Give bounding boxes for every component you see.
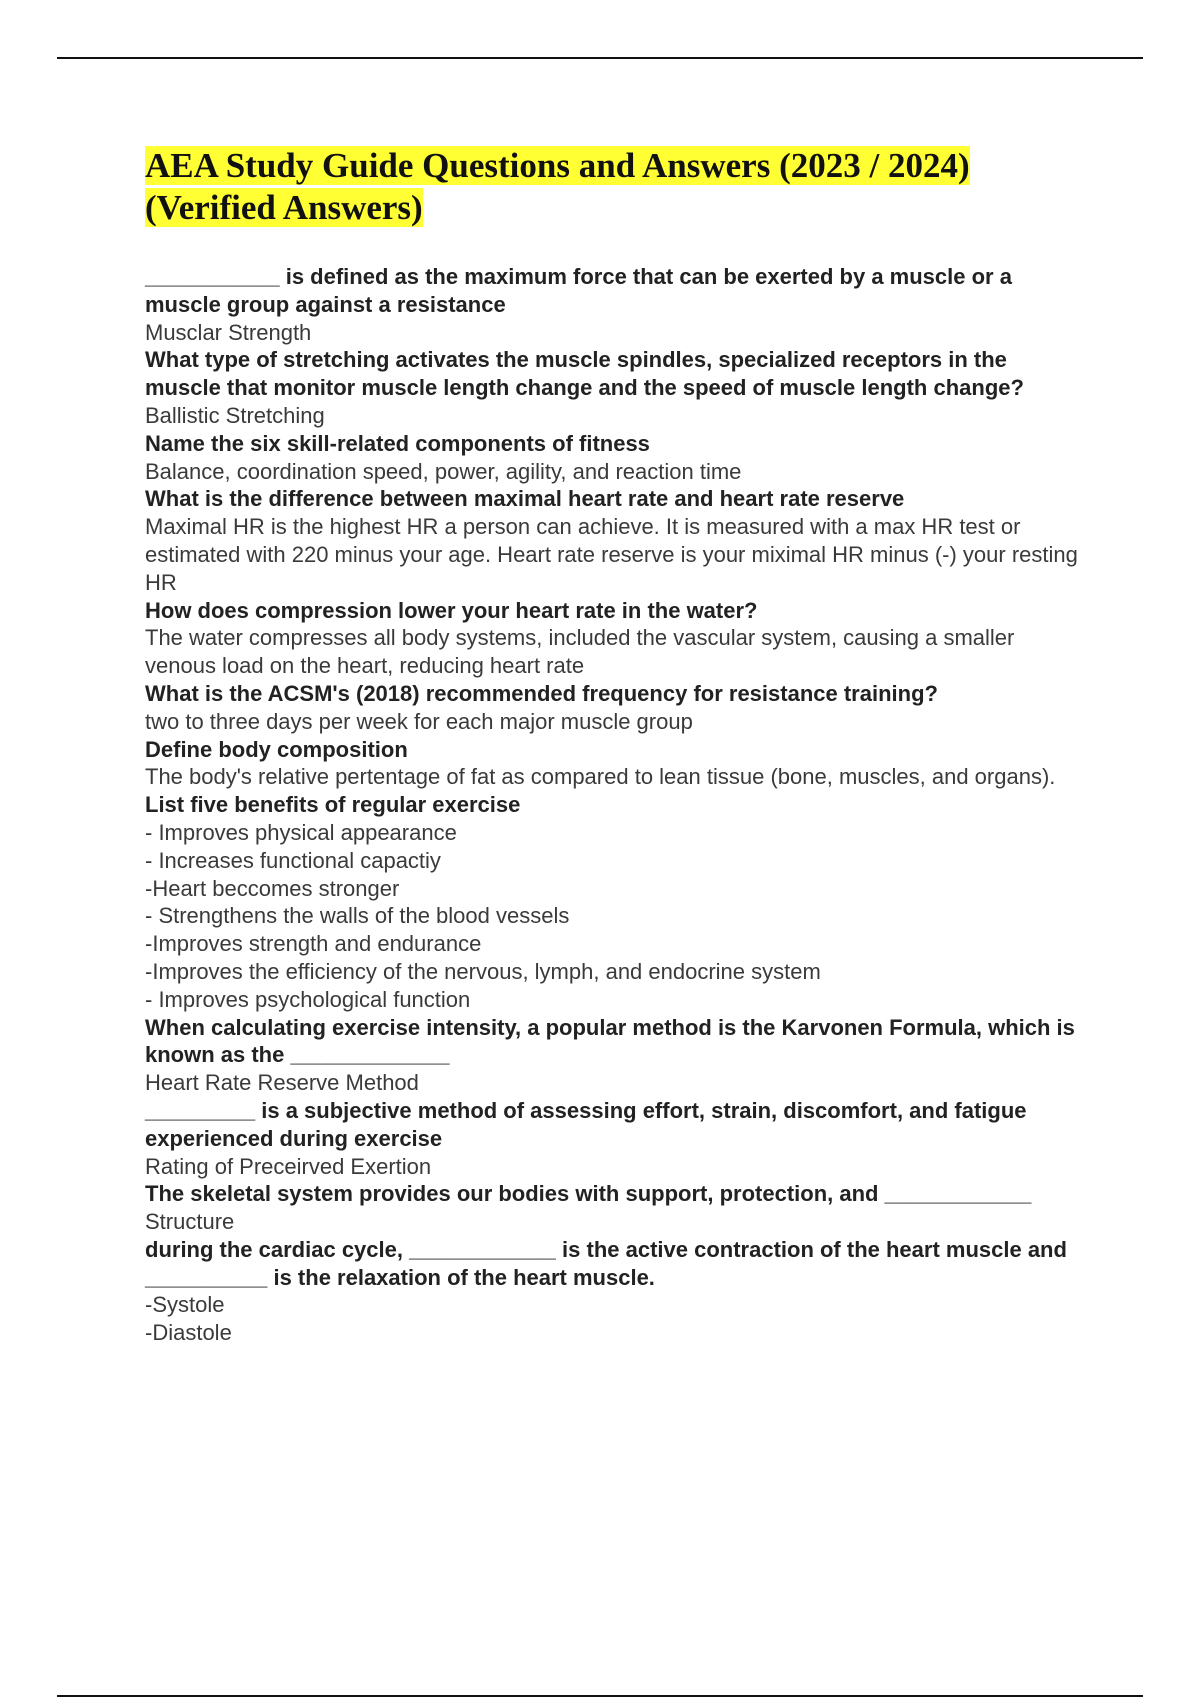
qa-answer — [145, 763, 1085, 791]
qa-answer-line: Ballistic Stretching — [145, 402, 325, 428]
qa-question: during the cardiac cycle, ____________ is the active contraction of the heart muscle and __________ is the relaxation of the heart muscle. — [145, 1236, 1067, 1290]
qa-question: When calculating exercise intensity, a popular method is the Karvonen Formula, which is known as the _____________ — [145, 1014, 1075, 1068]
qa-answer-line: - Improves physical appearance — [145, 819, 457, 845]
qa-answer — [145, 1291, 1085, 1347]
qa-answer-line: Balance, coordination speed, power, agility, and reaction time — [145, 458, 742, 484]
qa-item — [145, 791, 1085, 1013]
document-title-line-1: AEA Study Guide Questions and Answers (2023 / 2024) — [145, 146, 970, 185]
document-body — [145, 145, 1085, 1347]
qa-list — [145, 263, 1085, 1347]
qa-item — [145, 485, 1085, 596]
qa-item — [145, 1097, 1085, 1180]
qa-answer-line: Heart Rate Reserve Method — [145, 1070, 419, 1096]
qa-answer-line: Rating of Preceirved Exertion — [145, 1153, 432, 1179]
qa-question: Name the six skill-related components of fitness — [145, 430, 650, 456]
qa-item — [145, 736, 1085, 792]
qa-question: _________ is a subjective method of assessing effort, strain, discomfort, and fatigue experienced during exercise — [145, 1097, 1027, 1151]
qa-answer-line: Musclar Strength — [145, 319, 312, 345]
qa-answer — [145, 1069, 1085, 1097]
qa-answer — [145, 1153, 1085, 1181]
qa-answer-line: -Heart beccomes stronger — [145, 875, 400, 901]
qa-question: What is the ACSM's (2018) recommended frequency for resistance training? — [145, 680, 938, 706]
qa-answer — [145, 708, 1085, 736]
qa-question: Define body composition — [145, 736, 408, 762]
qa-answer — [145, 819, 1085, 1014]
qa-answer-line: The water compresses all body systems, included the vascular system, causing a smaller venous load on the heart, reducing heart rate — [145, 625, 1015, 679]
qa-answer-line: -Improves the efficiency of the nervous, lymph, and endocrine system — [145, 958, 821, 984]
qa-answer — [145, 513, 1085, 596]
qa-question: ___________ is defined as the maximum force that can be exerted by a muscle or a muscle group against a resistance — [145, 264, 1012, 317]
qa-question: What type of stretching activates the muscle spindles, specialized receptors in the muscle that monitor muscle length change and the speed of muscle length change? — [145, 347, 1024, 401]
qa-answer — [145, 624, 1085, 680]
qa-answer-line: Maximal HR is the highest HR a person can achieve. It is measured with a max HR test or estimated with 220 minus your age. Heart rate reserve is your miximal HR minus (-) your resting HR — [145, 514, 1078, 595]
document-title-line-2: (Verified Answers) — [145, 188, 423, 227]
qa-item — [145, 263, 1085, 346]
qa-question: What is the difference between maximal heart rate and heart rate reserve — [145, 486, 905, 512]
qa-answer — [145, 402, 1085, 430]
qa-question: The skeletal system provides our bodies with support, protection, and ____________ — [145, 1181, 1032, 1207]
qa-answer-line: - Increases functional capactiy — [145, 847, 441, 873]
qa-answer — [145, 458, 1085, 486]
qa-answer-line: - Improves psychological function — [145, 986, 471, 1012]
qa-answer-line: -Systole — [145, 1292, 225, 1318]
qa-answer — [145, 1208, 1085, 1236]
qa-item — [145, 346, 1085, 429]
bottom-divider — [57, 1695, 1143, 1697]
qa-answer-line: -Improves strength and endurance — [145, 931, 482, 957]
qa-item — [145, 1180, 1085, 1236]
qa-answer-line: Structure — [145, 1209, 235, 1235]
qa-item — [145, 597, 1085, 680]
qa-answer-line: two to three days per week for each major muscle group — [145, 708, 693, 734]
qa-item — [145, 1014, 1085, 1097]
qa-item — [145, 1236, 1085, 1347]
qa-answer-line: - Strengthens the walls of the blood vessels — [145, 903, 570, 929]
document-title — [145, 145, 1085, 229]
qa-answer-line: -Diastole — [145, 1320, 232, 1346]
qa-answer-line: The body's relative pertentage of fat as compared to lean tissue (bone, muscles, and organs). — [145, 764, 1056, 790]
qa-item — [145, 680, 1085, 736]
qa-question: How does compression lower your heart rate in the water? — [145, 597, 758, 623]
qa-answer — [145, 319, 1085, 347]
top-divider — [57, 57, 1143, 59]
qa-question: List five benefits of regular exercise — [145, 792, 521, 818]
qa-item — [145, 430, 1085, 486]
